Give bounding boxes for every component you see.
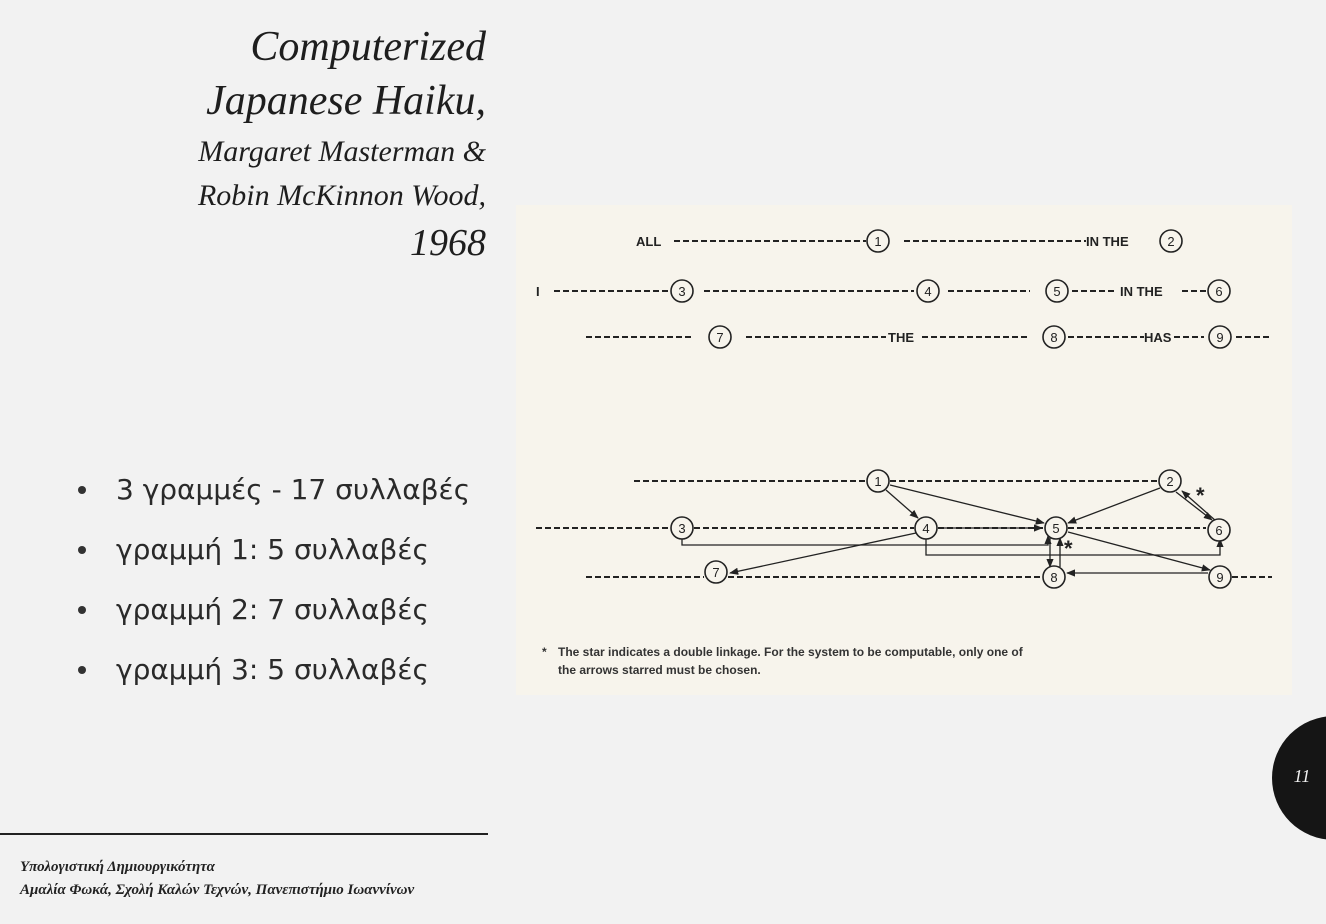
haiku-diagram: [516, 205, 1292, 695]
bullet-dot-icon: [78, 486, 86, 494]
footer: [20, 856, 414, 902]
bullet-dot-icon: [78, 546, 86, 554]
title-line-3: Margaret Masterman &: [198, 135, 486, 168]
graph-node-label: 1: [874, 474, 882, 489]
bullet-dot-icon: [78, 666, 86, 674]
template-slot-label: 7: [716, 330, 724, 345]
template-slot-label: 4: [924, 284, 932, 299]
bullet-item: [78, 640, 470, 700]
bullet-text: γραμμή 2: 7 συλλαβές: [116, 593, 429, 626]
graph-node-label: 3: [678, 521, 686, 536]
bullet-item: [78, 580, 470, 640]
template-slot-label: 2: [1167, 234, 1175, 249]
bullet-dot-icon: [78, 606, 86, 614]
double-link-star-icon: *: [1064, 536, 1073, 561]
bullet-text: γραμμή 3: 5 συλλαβές: [116, 653, 429, 686]
bullet-item: [78, 520, 470, 580]
bullet-list: [78, 460, 470, 700]
graph-node-label: 6: [1215, 523, 1223, 538]
title-line-1: Computerized: [250, 24, 486, 70]
graph-node-label: 7: [712, 565, 720, 580]
slide-title: [198, 22, 486, 268]
bullet-item: [78, 460, 470, 520]
title-line-4: Robin McKinnon Wood,: [197, 179, 486, 212]
graph-arrow: [886, 490, 918, 518]
caption-line-2: the arrows starred must be chosen.: [558, 663, 761, 677]
caption-star: *: [542, 645, 547, 659]
graph-node-label: 8: [1050, 570, 1058, 585]
template-word-in-the: IN THE: [1120, 284, 1163, 299]
template-slot-label: 3: [678, 284, 686, 299]
title-line-5: 1968: [410, 222, 486, 264]
graph-arrow: [730, 533, 916, 573]
template-slot-label: 1: [874, 234, 882, 249]
template-slot-label: 5: [1053, 284, 1061, 299]
graph-node-label: 4: [922, 521, 930, 536]
bullet-text: 3 γραμμές - 17 συλλαβές: [116, 473, 471, 506]
template-word-all: ALL: [636, 234, 662, 249]
caption-line-1: The star indicates a double linkage. For the system to be computable, only one of: [558, 645, 1023, 659]
template-word-in-the: IN THE: [1086, 234, 1129, 249]
template-word-i: I: [536, 284, 540, 299]
template-slot-label: 6: [1215, 284, 1223, 299]
graph-arrow: [1176, 492, 1212, 520]
graph-arrow: [1068, 488, 1160, 523]
graph-arrow: [890, 485, 1044, 523]
template-slot-label: 9: [1216, 330, 1224, 345]
double-link-star-icon: *: [1196, 483, 1205, 508]
footer-divider: [0, 833, 488, 835]
graph-node-label: 9: [1216, 570, 1224, 585]
diagram-svg: [516, 205, 1292, 695]
template-word-has: HAS: [1144, 330, 1172, 345]
graph-arrow: [1068, 532, 1210, 570]
footer-author: Αμαλία Φωκά, Σχολή Καλών Τεχνών, Πανεπιστήμιο Ιωαννίνων: [20, 882, 415, 898]
footer-course: Υπολογιστική Δημιουργικότητα: [20, 859, 215, 875]
graph-node-label: 2: [1166, 474, 1174, 489]
title-line-2: Japanese Haiku,: [206, 78, 486, 124]
page-number: 11: [1293, 766, 1311, 786]
template-slot-label: 8: [1050, 330, 1058, 345]
bullet-text: γραμμή 1: 5 συλλαβές: [116, 533, 429, 566]
template-word-the: THE: [888, 330, 914, 345]
graph-node-label: 5: [1052, 521, 1060, 536]
graph-arrow: [926, 537, 1220, 555]
